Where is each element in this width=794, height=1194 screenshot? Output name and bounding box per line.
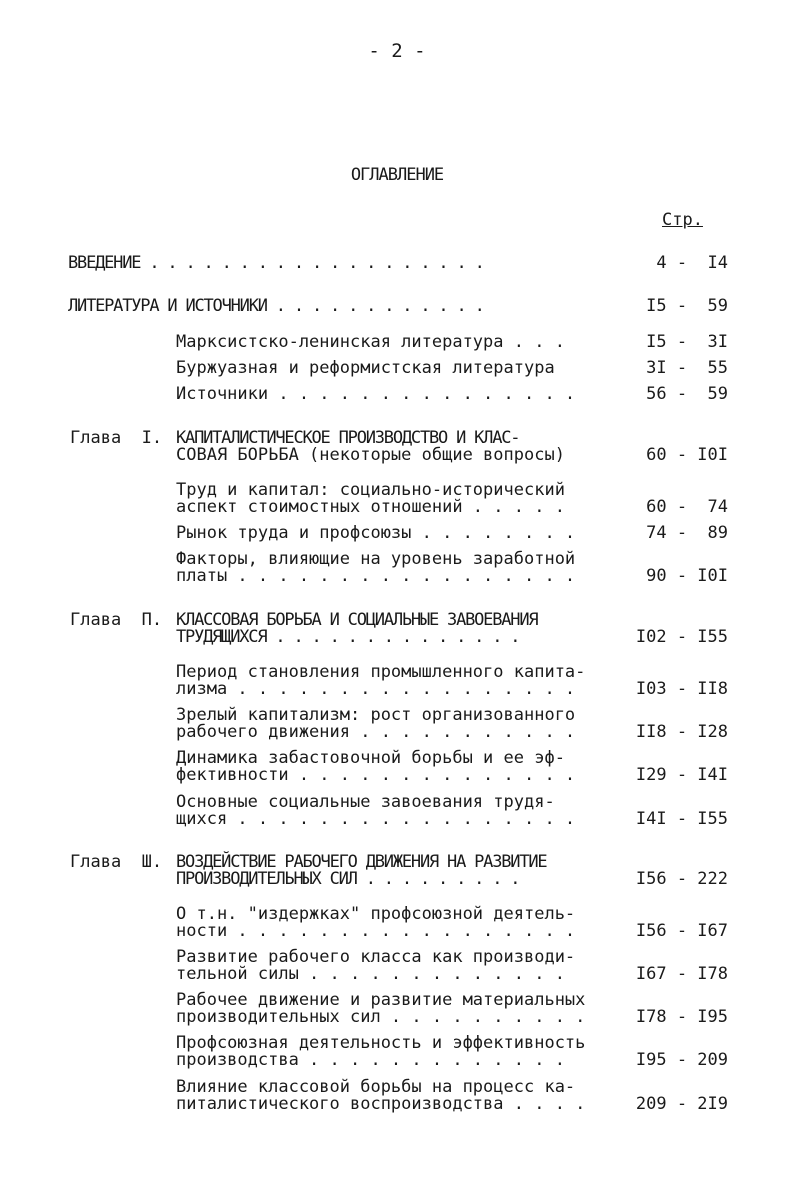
toc-subentry-line1: Рабочее движение и развитие материальных xyxy=(176,990,586,1010)
toc-subentry-line2: рабочего движения . . . . . . . . . . . xyxy=(176,722,576,742)
toc-subentry-line2: тельной силы . . . . . . . . . . . . . xyxy=(176,964,565,984)
toc-pages: 74 - 89 xyxy=(646,523,728,543)
toc-subentry-line2: фективности . . . . . . . . . . . . . . xyxy=(176,765,576,785)
toc-subentry-line2: производительных сил . . . . . . . . . . xyxy=(176,1007,586,1027)
toc-subentry: Марксистско-ленинская литература . . . xyxy=(176,332,565,352)
toc-pages: 56 - 59 xyxy=(646,384,728,404)
toc-subentry-line1: О т.н. "издержках" профсоюзной деятель- xyxy=(176,904,576,924)
toc-pages: I95 - 209 xyxy=(635,1050,728,1070)
toc-pages: I78 - I95 xyxy=(635,1007,728,1027)
toc-pages: 209 - 2I9 xyxy=(635,1094,728,1114)
toc-subentry-line2: ности . . . . . . . . . . . . . . . . . xyxy=(176,921,576,941)
toc-subentry-line1: Факторы, влияющие на уровень заработной xyxy=(176,549,576,569)
toc-pages: I67 - I78 xyxy=(635,964,728,984)
toc-subentry: Буржуазная и реформистская литература xyxy=(176,358,555,378)
toc-subentry-line1: Профсоюзная деятельность и эффективность xyxy=(176,1033,586,1053)
toc-subentry-line2: щихся . . . . . . . . . . . . . . . . . xyxy=(176,809,576,829)
toc-subentry-line1: Развитие рабочего класса как производи- xyxy=(176,947,576,967)
toc-pages: 3I - 55 xyxy=(646,358,728,378)
toc-pages: I5 - 59 xyxy=(646,296,728,316)
toc-subentry-line1: Труд и капитал: социально-исторический xyxy=(176,480,565,500)
toc-subentry-line2: питалистического воспроизводства . . . . xyxy=(176,1094,586,1114)
toc-entry-literature: ЛИТЕРАТУРА И ИСТОЧНИКИ . . . . . . . . . . . . xyxy=(68,296,484,316)
chapter-title-line1: КАПИТАЛИСТИЧЕСКОЕ ПРОИЗВОДСТВО И КЛАС- xyxy=(176,428,520,448)
toc-pages: I03 - II8 xyxy=(635,679,728,699)
toc-pages: I5 - 3I xyxy=(646,332,728,352)
toc-pages: II8 - I28 xyxy=(635,722,728,742)
toc-pages: 60 - I0I xyxy=(646,445,728,465)
toc-pages: I29 - I4I xyxy=(635,765,728,785)
toc-pages: I4I - I55 xyxy=(635,809,728,829)
toc-subentry-line2: аспект стоимостных отношений . . . . . xyxy=(176,497,565,517)
toc-pages: I56 - I67 xyxy=(635,921,728,941)
chapter-title-line2: ТРУДЯЩИХСЯ . . . . . . . . . . . . . . xyxy=(176,627,520,647)
toc-entry-intro: ВВЕДЕНИЕ . . . . . . . . . . . . . . . . . . . xyxy=(68,253,484,273)
chapter-title-line2: ПРОИЗВОДИТЕЛЬНЫХ СИЛ . . . . . . . . . xyxy=(176,869,520,889)
chapter-label: Глава П. xyxy=(70,610,163,630)
toc-pages: 90 - I0I xyxy=(646,566,728,586)
toc-subentry-line2: лизма . . . . . . . . . . . . . . . . . xyxy=(176,679,576,699)
toc-subentry-line1: Динамика забастовочной борьбы и ее эф- xyxy=(176,748,565,768)
chapter-title-line2: СОВАЯ БОРЬБА (некоторые общие вопросы) xyxy=(176,445,565,465)
toc-pages: 4 - I4 xyxy=(656,253,728,273)
toc-subentry-line1: Основные социальные завоевания трудя- xyxy=(176,792,555,812)
chapter-title-line1: ВОЗДЕЙСТВИЕ РАБОЧЕГО ДВИЖЕНИЯ НА РАЗВИТИЕ xyxy=(176,852,547,872)
toc-subentry-line1: Период становления промышленного капита- xyxy=(176,662,586,682)
page-number: - 2 - xyxy=(368,40,426,62)
toc-pages: I02 - I55 xyxy=(635,627,728,647)
toc-subentry-line2: платы . . . . . . . . . . . . . . . . . xyxy=(176,566,576,586)
pages-column-label: Стр. xyxy=(662,210,703,230)
page-title: ОГЛАВЛЕНИЕ xyxy=(350,165,444,185)
chapter-label: Глава I. xyxy=(70,428,163,448)
toc-subentry-line2: производства . . . . . . . . . . . . . xyxy=(176,1050,565,1070)
toc-subentry: Рынок труда и профсоюзы . . . . . . . . xyxy=(176,523,576,543)
toc-subentry: Источники . . . . . . . . . . . . . . . xyxy=(176,384,576,404)
toc-subentry-line1: Зрелый капитализм: рост организованного xyxy=(176,705,576,725)
chapter-title-line1: КЛАССОВАЯ БОРЬБА И СОЦИАЛЬНЫЕ ЗАВОЕВАНИЯ xyxy=(176,610,538,630)
toc-pages: 60 - 74 xyxy=(646,497,728,517)
toc-subentry-line1: Влияние классовой борьбы на процесс ка- xyxy=(176,1077,576,1097)
chapter-label: Глава Ш. xyxy=(70,852,163,872)
toc-pages: I56 - 222 xyxy=(635,869,728,889)
